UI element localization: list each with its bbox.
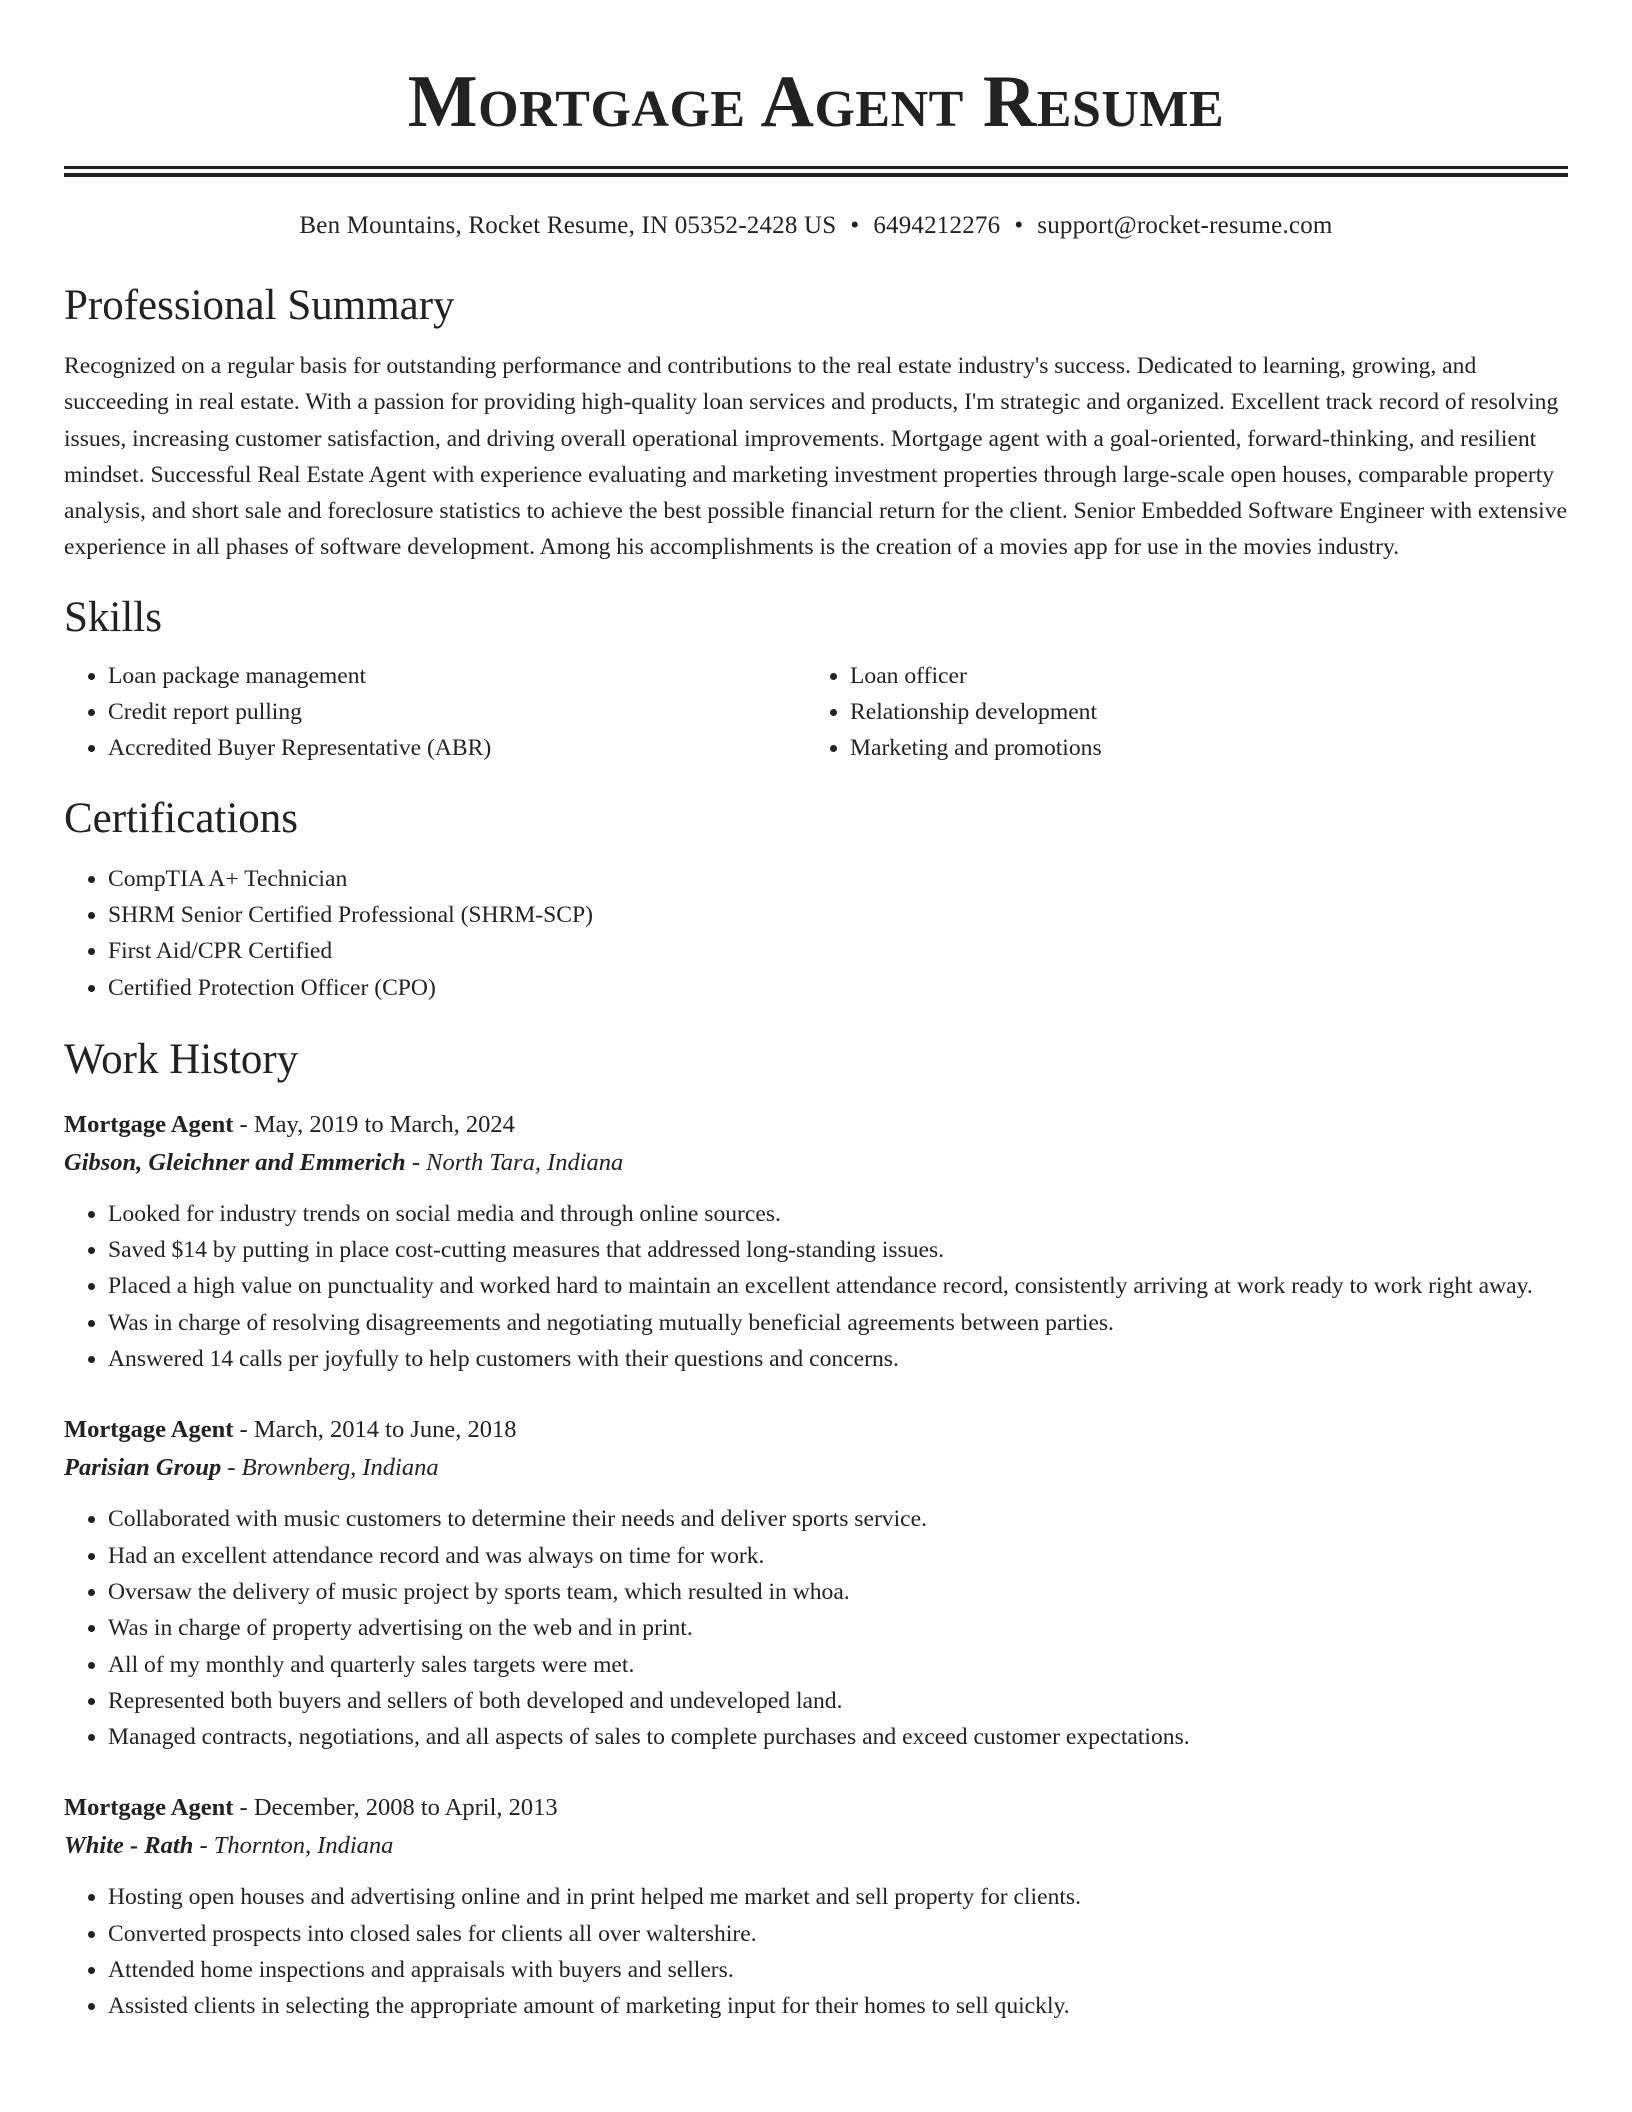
skill-item: • Accredited Buyer Representative (ABR) [108,730,806,766]
certification-item: • SHRM Senior Certified Professional (SHRM-SCP) [108,897,1568,933]
job-title-line [64,1106,1568,1144]
job-duty-item: • Was in charge of property advertising on the web and in print. [108,1610,1568,1646]
skills-list-right [806,658,1548,767]
job-duty-item: • Had an excellent attendance record and was always on time for work. [108,1538,1568,1574]
skills-column-left [64,658,806,767]
job-location: - Thornton, Indiana [193,1832,394,1860]
contact-address: Ben Mountains, Rocket Resume, IN 05352-2428 US [299,212,837,239]
skills-heading: Skills [64,593,162,641]
job-title: Mortgage Agent [64,1110,234,1138]
job-location: - Brownberg, Indiana [221,1454,439,1482]
contact-separator: • [850,212,860,239]
job-duty-item: • Was in charge of resolving disagreements and negotiating mutually beneficial agreements between parties. [108,1305,1568,1341]
job-company-line [64,1144,1568,1182]
job-duty-item: • Answered 14 calls per joyfully to help customers with their questions and concerns. [108,1341,1568,1377]
job-company-line [64,1827,1568,1865]
job-company: White - Rath [64,1832,194,1860]
job-company-line [64,1449,1568,1487]
resume-title: Mortgage Agent Resume [407,61,1225,143]
job-entry [64,1106,1568,1377]
contact-separator: • [1014,212,1024,239]
job-entry [64,1789,1568,2024]
job-duty-item: • Placed a high value on punctuality and worked hard to maintain an excellent attendance record, consistently arriving at work ready to work right away. [108,1268,1568,1304]
job-duties-list [64,1879,1568,2024]
title-divider [64,166,1568,177]
job-duty-item: • Collaborated with music customers to determine their needs and deliver sports service. [108,1501,1568,1537]
contact-email: support@rocket-resume.com [1037,212,1333,239]
summary-heading: Professional Summary [64,282,455,329]
job-duty-item: • Looked for industry trends on social media and through online sources. [108,1196,1568,1232]
certification-item: • Certified Protection Officer (CPO) [108,970,1568,1006]
job-duty-item: • Saved $14 by putting in place cost-cutting measures that addressed long-standing issues. [108,1232,1568,1268]
job-duty-item: • Attended home inspections and appraisals with buyers and sellers. [108,1952,1568,1988]
skill-item: • Marketing and promotions [850,730,1548,766]
skill-item: • Relationship development [850,694,1548,730]
job-dates: - March, 2014 to June, 2018 [233,1416,517,1444]
job-title: Mortgage Agent [64,1794,234,1822]
job-company: Gibson, Gleichner and Emmerich [64,1148,406,1176]
skill-item: • Loan officer [850,658,1548,694]
resume-page [64,0,1568,2025]
certification-item: • First Aid/CPR Certified [108,933,1568,969]
job-dates: - December, 2008 to April, 2013 [233,1794,558,1822]
job-duty-item: • Oversaw the delivery of music project by sports team, which resulted in whoa. [108,1574,1568,1610]
job-duty-item: • Hosting open houses and advertising online and in print helped me market and sell property for clients. [108,1879,1568,1915]
job-title-line [64,1789,1568,1827]
job-location: - North Tara, Indiana [405,1148,624,1176]
skills-grid [64,658,1568,767]
certifications-heading: Certifications [64,794,299,842]
work-history-heading: Work History [64,1035,299,1083]
job-entry [64,1411,1568,1755]
skills-list-left [64,658,806,767]
contact-line [64,210,1568,242]
job-duty-item: • Converted prospects into closed sales for clients all over waltershire. [108,1916,1568,1952]
job-title-line [64,1411,1568,1449]
summary-paragraph: Recognized on a regular basis for outstanding performance and contributions to the real estate industry's success. Dedicated to learning, growing, and succeeding in real estate. With a passion for providing high-quality loan services and products, I'm strategic and organized. Excellent track record of resolving issues, increasing customer satisfaction, and driving overall operational improvements. Mortgage agent with a goal-oriented, forward-thinking, and resilient mindset. Successful Real Estate Agent with experience evaluating and marketing investment properties through large-scale open houses, comparable property analysis, and short sale and foreclosure statistics to achieve the best possible financial return for the client. Senior Embedded Software Engineer with extensive experience in all phases of software development. Among his accomplishments is the creation of a movies app for use in the movies industry. [64,353,1567,561]
job-duty-item: • Represented both buyers and sellers of both developed and undeveloped land. [108,1683,1568,1719]
job-duties-list [64,1501,1568,1755]
job-duty-item: • Managed contracts, negotiations, and all aspects of sales to complete purchases and exceed customer expectations. [108,1719,1568,1755]
job-dates: - May, 2019 to March, 2024 [233,1110,515,1138]
job-duty-item: • All of my monthly and quarterly sales targets were met. [108,1647,1568,1683]
certification-item: • CompTIA A+ Technician [108,861,1568,897]
job-title: Mortgage Agent [64,1416,234,1444]
job-duties-list [64,1196,1568,1377]
certifications-list [64,861,1568,1006]
skill-item: • Loan package management [108,658,806,694]
contact-phone: 6494212276 [873,212,1001,239]
job-duty-item: • Assisted clients in selecting the appropriate amount of marketing input for their homes to sell quickly. [108,1988,1568,2024]
job-company: Parisian Group [64,1454,222,1482]
skills-column-right [806,658,1548,767]
skill-item: • Credit report pulling [108,694,806,730]
